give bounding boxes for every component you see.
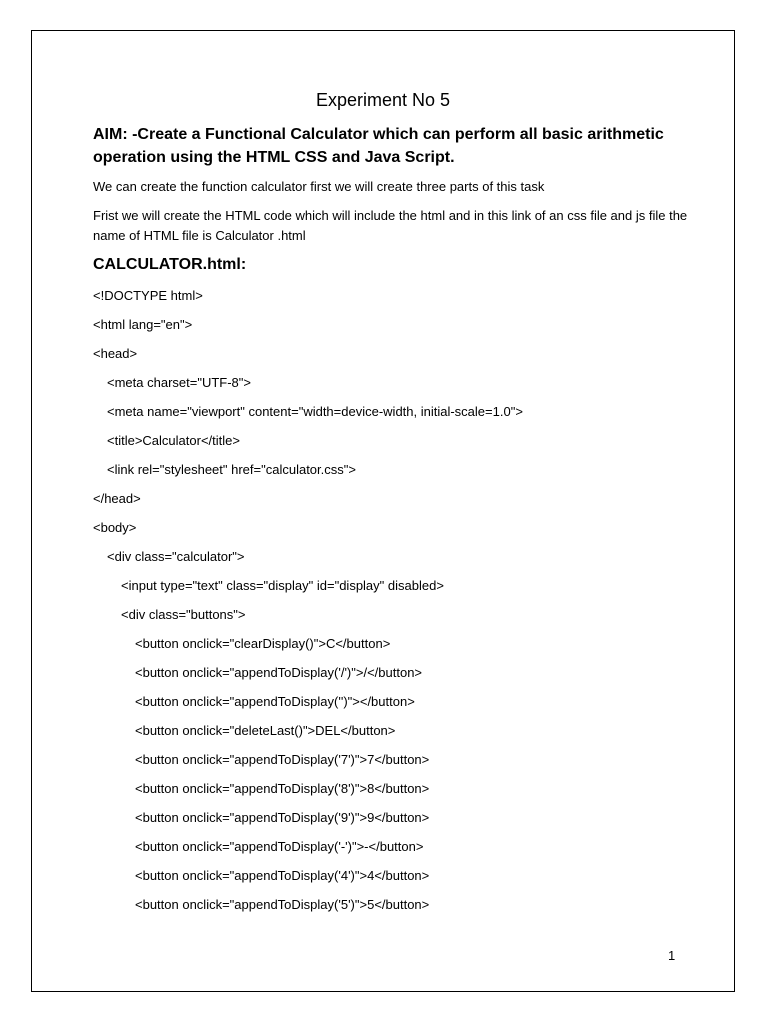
code-line: <div class="buttons"> [121, 607, 246, 622]
code-line: <button onclick="appendToDisplay('9')">9</button> [135, 810, 430, 825]
code-line: <button onclick="appendToDisplay('5')">5</button> [135, 897, 430, 912]
code-line: <meta charset="UTF-8"> [107, 375, 251, 390]
code-line: <button onclick="appendToDisplay('-')">-</button> [135, 839, 424, 854]
code-line: <html lang="en"> [93, 317, 193, 332]
code-line: <button onclick="appendToDisplay('4')">4</button> [135, 868, 430, 883]
code-listing [93, 287, 713, 925]
code-line: <button onclick="appendToDisplay('/')">/</button> [135, 665, 423, 680]
code-line: <button onclick="appendToDisplay('8')">8</button> [135, 781, 430, 796]
code-line: <div class="calculator"> [107, 549, 245, 564]
code-line: <head> [93, 346, 138, 361]
code-line: <!DOCTYPE html> [93, 288, 203, 303]
code-line: <button onclick="appendToDisplay('7')">7</button> [135, 752, 430, 767]
page-number: 1 [668, 948, 676, 963]
document-page [31, 30, 735, 992]
intro-paragraph: We can create the function calculator first we will create three parts of this task [93, 179, 545, 194]
code-line: </head> [93, 491, 141, 506]
code-line: <button onclick="deleteLast()">DEL</button> [135, 723, 396, 738]
aim-statement: AIM: -Create a Functional Calculator which can perform all basic arithmetic operation using the HTML CSS and Java Script. [93, 126, 664, 166]
code-line: <button onclick="clearDisplay()">C</button> [135, 636, 391, 651]
page-title: Experiment No 5 [315, 90, 451, 110]
code-line: <title>Calculator</title> [107, 433, 240, 448]
code-line: <body> [93, 520, 137, 535]
code-line: <link rel="stylesheet" href="calculator.css"> [107, 462, 356, 477]
code-line: <input type="text" class="display" id="display" disabled> [121, 578, 444, 593]
description-paragraph: Frist we will create the HTML code which will include the html and in this link of an css file and js file the name of HTML file is Calculator .html [93, 208, 688, 243]
code-line: <meta name="viewport" content="width=device-width, initial-scale=1.0"> [107, 404, 523, 419]
section-heading: CALCULATOR.html: [93, 256, 247, 273]
code-line: <button onclick="appendToDisplay('')"></button> [135, 694, 415, 709]
